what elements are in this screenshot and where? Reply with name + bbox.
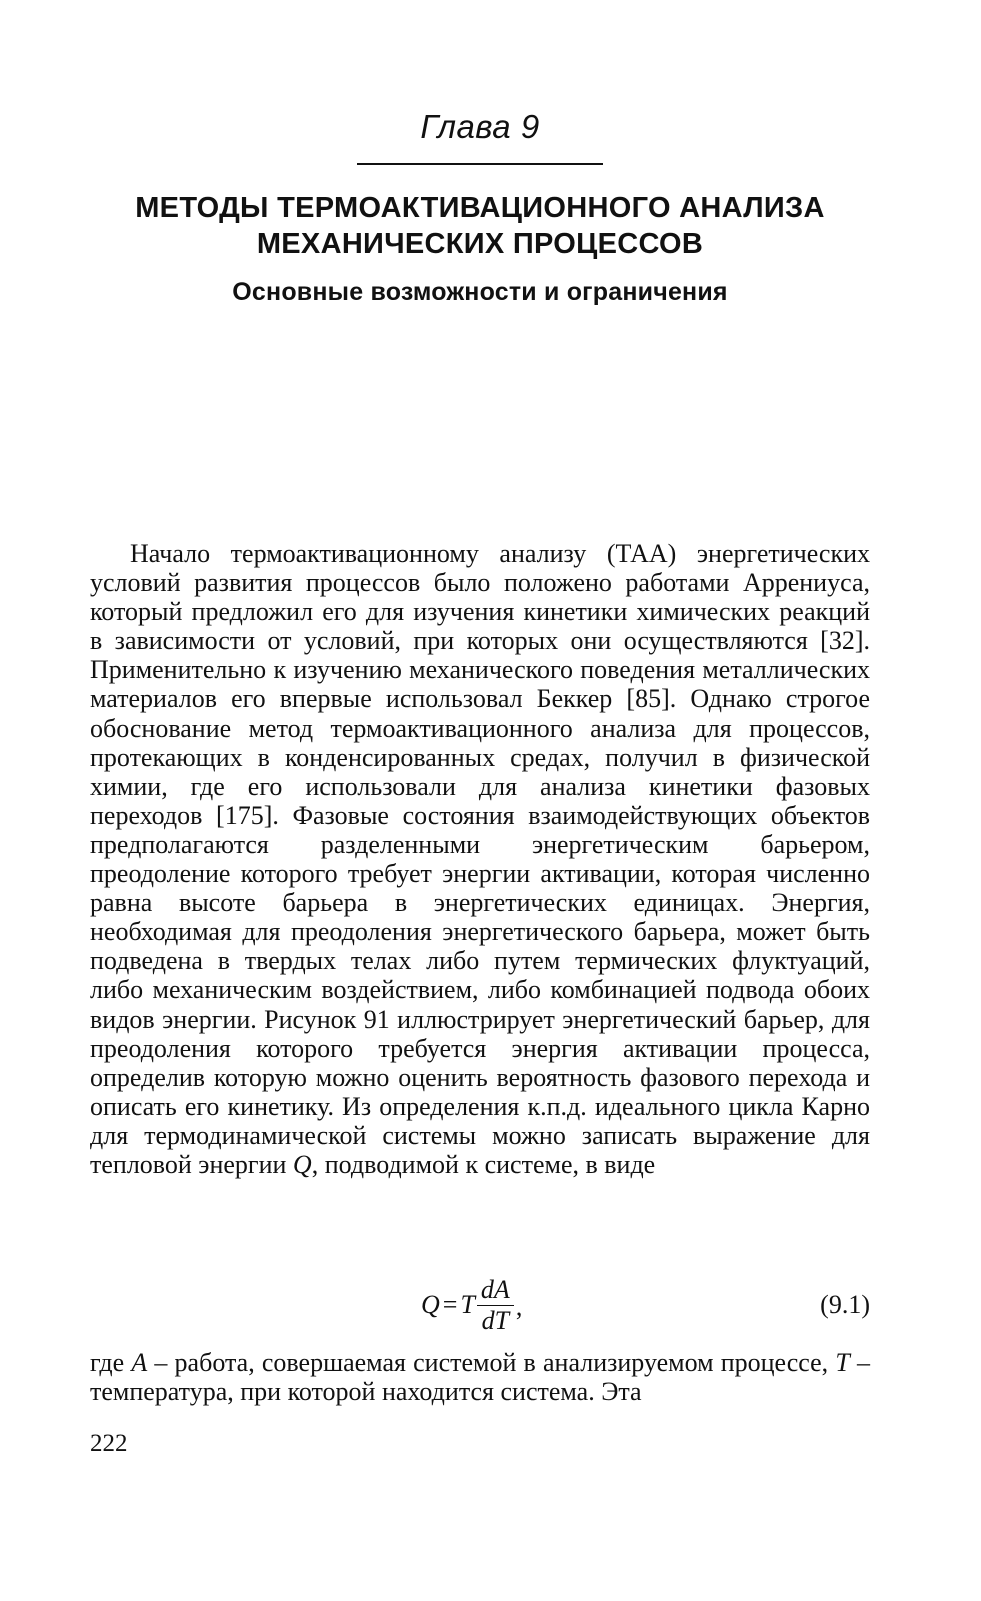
chapter-divider bbox=[357, 163, 603, 165]
section-title: Основные возможности и ограничения bbox=[232, 278, 728, 306]
after-text-2: – температура, при которой находится система. Эта bbox=[90, 1348, 870, 1407]
equation-number: (9.1) bbox=[820, 1290, 870, 1319]
chapter-title bbox=[0, 190, 960, 262]
equation-comma: , bbox=[515, 1292, 523, 1321]
equation-fraction bbox=[477, 1275, 514, 1336]
body-paragraph-tail: , подводимой к системе, в виде bbox=[311, 1149, 656, 1179]
equation-equals: = bbox=[442, 1290, 458, 1319]
equation-factor: T bbox=[460, 1290, 475, 1319]
equation-lhs: Q bbox=[421, 1290, 440, 1319]
after-text-1: – работа, совершаемая системой в анализируемом процессе, bbox=[147, 1348, 829, 1377]
after-where: где bbox=[90, 1348, 125, 1377]
body-paragraph bbox=[90, 539, 870, 1179]
body-paragraph-text: Начало термоактивационному анализу (ТАА) энергетических условий развития процессов было положено работами Аррениуса, который предложил его для изучения кинетики химических реакций в зависимости от условий, при которых они осуществляются [32]. Применительно к изучению механического поведения металлических материалов его впервые использовал Беккер [85]. Однако строгое обоснование метод термоактивационного анализа для процессов, протекающих в конденсированных средах, получил в физической химии, где его использовали для анализа кинетики фазовых переходов [175]. Фазовые состояния взаимодействующих объектов предполагаются разделенными энергетическим барьером, преодоление которого требует энергии активации, которая численно равна высоте барьера в энергетических единицах. Энергия, необходимая для преодоления энергетического барьера, может быть подведена в твердых телах либо путем термических флуктуаций, либо механическим воздействием, либо комбинацией подвода обоих видов энергии. Рисунок 91 иллюстрирует энергетический барьер, для преодоления которого требуется энергия активации процесса, определив которую можно оценить вероятность фазового перехода и описать его кинетику. Из определения к.п.д. идеального цикла Карно для термодинамической системы можно записать выражение для тепловой энергии bbox=[90, 539, 870, 1179]
equation-9-1 bbox=[90, 1270, 870, 1340]
chapter-title-line-1: МЕТОДЫ ТЕРМОАКТИВАЦИОННОГО АНАЛИЗА bbox=[135, 192, 825, 224]
variable-q: Q bbox=[292, 1149, 312, 1179]
page-number: 222 bbox=[90, 1430, 128, 1457]
chapter-label: Глава 9 bbox=[420, 108, 540, 145]
equation-numerator: dA bbox=[477, 1275, 514, 1306]
chapter-title-line-2: МЕХАНИЧЕСКИХ ПРОЦЕССОВ bbox=[256, 228, 704, 260]
variable-a: A bbox=[131, 1348, 148, 1377]
equation-formula bbox=[421, 1270, 522, 1340]
variable-t: T bbox=[835, 1348, 850, 1377]
equation-denominator: dT bbox=[481, 1305, 510, 1335]
after-equation-text bbox=[90, 1348, 870, 1406]
